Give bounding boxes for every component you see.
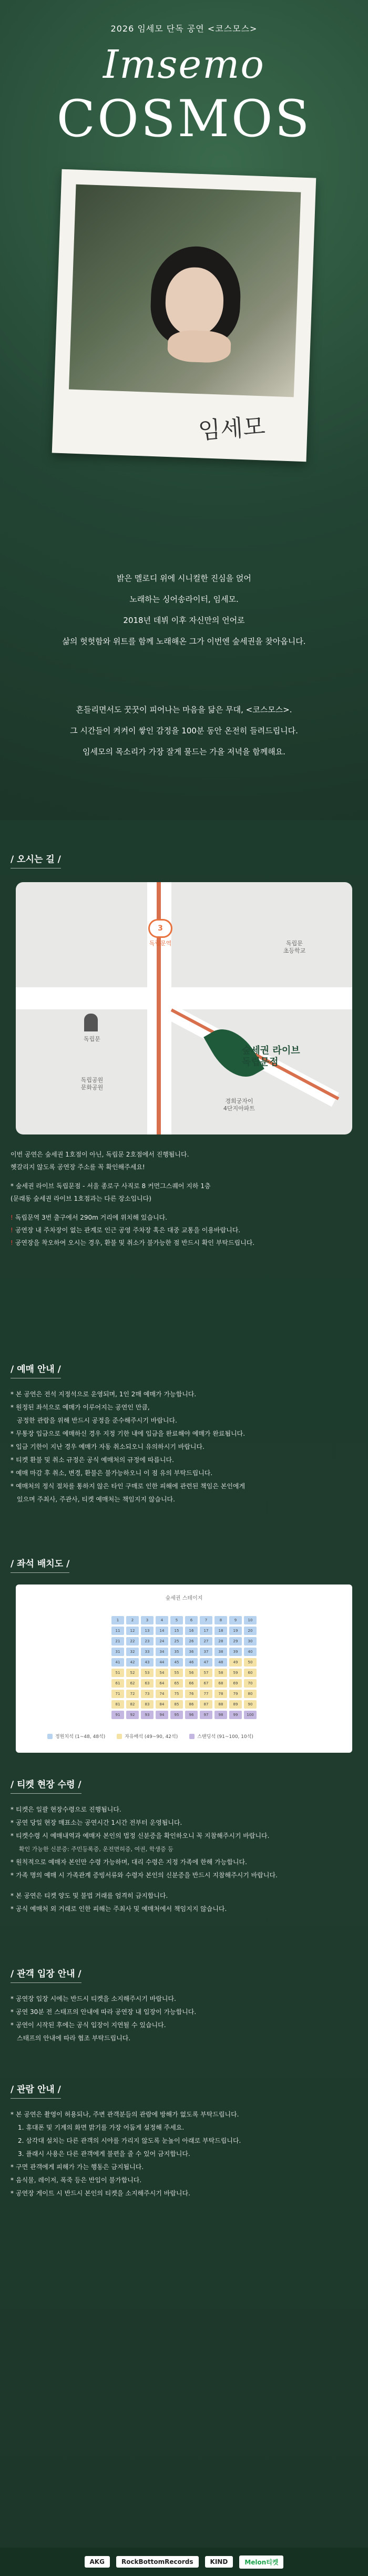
- seat-row: [39, 1637, 329, 1645]
- intro-line: 삶의 헛헛함와 위트를 함께 노래해온 그가 이번엔 숲세권을 찾아옵니다.: [62, 637, 306, 646]
- seat: 34: [156, 1648, 168, 1656]
- seat: 67: [200, 1679, 212, 1688]
- seat: 39: [229, 1648, 242, 1656]
- station-label: 독립문역: [149, 940, 172, 947]
- seat: 62: [126, 1679, 139, 1688]
- seat: 33: [141, 1648, 154, 1656]
- seat: 74: [156, 1690, 168, 1698]
- directions-notes: 이번 공연은 숲세권 1호점이 아닌, 독립문 2호점에서 진행됩니다. 헷갈리지 않도록 공연장 주소를 꼭 확인해주세요! * 숲세권 라이브 독립문점 - 서울 종로구 사직로 8 커먼그스퀘어 지하 1층 (문래동 숲세권 라이브 1호점과는 다른 장소입니다) ! 독립문역 3번 출구에서 290m 거리에 위치해 있습니다. ! 공연장 내 주차장이 없는 관계로 인근 공영 주차장 혹은 대중 교통을 이용바랍니다. ! 공연장을 착오하여 오시는 경우, 환불 및 취소가 불가능한 점 반드시 확인 부탁드립니다.: [11, 1151, 255, 1246]
- seat: 46: [185, 1658, 198, 1667]
- seat: 70: [244, 1679, 257, 1688]
- seat: 59: [229, 1669, 242, 1677]
- concert-title: COSMOS: [56, 89, 312, 148]
- intro-line: 흔들리면서도 꿋꿋이 피어나는 마음을 닮은 무대, <코스모스>.: [76, 705, 292, 714]
- seat: 44: [156, 1658, 168, 1667]
- seat: 12: [126, 1627, 139, 1635]
- seat: 56: [185, 1669, 198, 1677]
- admission-section: [0, 1966, 368, 2045]
- seating-title: / 좌석 배치도 /: [11, 1556, 69, 1573]
- sponsor-logo: Melon티켓: [239, 2555, 283, 2569]
- intro-paragraph-2: [0, 699, 368, 762]
- seat-grid: [39, 1616, 329, 1721]
- seat: 81: [111, 1700, 124, 1709]
- seat: 49: [229, 1658, 242, 1667]
- seat: 93: [141, 1711, 154, 1719]
- intro-line: 노래하는 싱어송라이터, 임세모.: [129, 595, 239, 604]
- seat: 28: [214, 1637, 227, 1645]
- seat-row: [39, 1669, 329, 1677]
- seat-row: [39, 1711, 329, 1719]
- seat: 65: [170, 1679, 183, 1688]
- seat: 22: [126, 1637, 139, 1645]
- sponsor-footer: [0, 2548, 368, 2576]
- intro-line: 2018년 데뷔 이후 자신만의 언어로: [123, 616, 245, 625]
- seat: 4: [156, 1616, 168, 1624]
- polaroid-photo-frame: [52, 169, 316, 462]
- station-marker-icon: 3: [148, 919, 172, 938]
- seat: 50: [244, 1658, 257, 1667]
- seat: 24: [156, 1637, 168, 1645]
- seat: 98: [214, 1711, 227, 1719]
- intro-line: 그 시간들이 켜켜이 쌓인 감정을 100분 동안 온전히 들려드립니다.: [70, 726, 298, 735]
- artist-signature: 임세모: [197, 413, 267, 445]
- seat: 14: [156, 1627, 168, 1635]
- seat: 15: [170, 1627, 183, 1635]
- seat: 11: [111, 1627, 124, 1635]
- seat: 99: [229, 1711, 242, 1719]
- seat: 25: [170, 1637, 183, 1645]
- seat: 6: [185, 1616, 198, 1624]
- seat-row: [39, 1648, 329, 1656]
- venue-label: 숲세권 라이브 독립문점: [242, 1045, 300, 1068]
- seat: 82: [126, 1700, 139, 1709]
- seat: 61: [111, 1679, 124, 1688]
- seat: 55: [170, 1669, 183, 1677]
- reservation-list: * 본 공연은 전석 지정석으로 운영되며, 1인 2매 예매가 가능합니다. * 원정된 좌석으로 예매가 이루어지는 공연인 만큼, 공정한 관람을 위해 반드시 공정을 준수해주시기 바랍니다. * 무통장 입금으로 예매하신 경우 지정 기한 내에 입금을 완료해야 예매가 완료됩니다. * 입금 기한이 지난 경우 예매가 자동 취소되오니 유의하시기 바랍니다. * 티켓 환불 및 취소 규정은 공식 예매처의 규정에 따릅니다. * 예매 마감 후 취소, 변경, 환불은 불가능하오니 이 점 유의 부탁드립니다. * 예매처의 정식 절차를 통하지 않은 타인 구매로 인한 피해에 관련된 책임은 본인에게 있으며 주최사, 주관사, 티켓 예매처는 책임지지 않습니다.: [11, 1391, 246, 1503]
- stage-label: 숲세권 스테이지: [165, 1596, 203, 1601]
- seat: 72: [126, 1690, 139, 1698]
- apartment-label: 경희궁자이 4단지아파트: [223, 1098, 255, 1112]
- seat: 78: [214, 1690, 227, 1698]
- seat: 45: [170, 1658, 183, 1667]
- legend-item: 자유배석 (49~90, 42석): [117, 1733, 178, 1740]
- ticket-section: [0, 1777, 368, 1916]
- seat: 32: [126, 1648, 139, 1656]
- reservation-section: [0, 1362, 368, 1506]
- seat: 89: [229, 1700, 242, 1709]
- seat: 95: [170, 1711, 183, 1719]
- seat-row: [39, 1679, 329, 1688]
- seat: 41: [111, 1658, 124, 1667]
- seat: 85: [170, 1700, 183, 1709]
- seat: 42: [126, 1658, 139, 1667]
- seat: 73: [141, 1690, 154, 1698]
- seat-row: [39, 1658, 329, 1667]
- seat: 18: [214, 1627, 227, 1635]
- seat: 21: [111, 1637, 124, 1645]
- seat: 66: [185, 1679, 198, 1688]
- reservation-title: / 예매 안내 /: [11, 1362, 61, 1378]
- seat: 57: [200, 1669, 212, 1677]
- seat: 53: [141, 1669, 154, 1677]
- park-label: 독립문: [84, 1036, 100, 1042]
- seat: 90: [244, 1700, 257, 1709]
- seat: 13: [141, 1627, 154, 1635]
- location-map[interactable]: [16, 882, 352, 1134]
- seat: 58: [214, 1669, 227, 1677]
- seat-row: [39, 1690, 329, 1698]
- seat: 1: [111, 1616, 124, 1624]
- seat: 52: [126, 1669, 139, 1677]
- culture-park-label: 독립공원 문화공원: [80, 1077, 104, 1091]
- gate-icon: [84, 1014, 98, 1031]
- seat: 94: [156, 1711, 168, 1719]
- seat: 64: [156, 1679, 168, 1688]
- artist-photo: [69, 185, 301, 397]
- seat: 5: [170, 1616, 183, 1624]
- seat: 60: [244, 1669, 257, 1677]
- seat: 84: [156, 1700, 168, 1709]
- warning-icon: !: [11, 1239, 13, 1246]
- seat: 40: [244, 1648, 257, 1656]
- seat: 7: [200, 1616, 212, 1624]
- seat: 37: [200, 1648, 212, 1656]
- legend-item: 스탠딩석 (91~100, 10석): [189, 1733, 253, 1740]
- hero-section: [0, 0, 368, 820]
- warning-icon: !: [11, 1214, 13, 1221]
- seating-section: [0, 1556, 368, 1753]
- sponsor-logo: KIND: [205, 2556, 233, 2568]
- viewing-section: [0, 2082, 368, 2200]
- sponsor-logo: RockBottomRecords: [116, 2556, 199, 2568]
- seat: 97: [200, 1711, 212, 1719]
- seat: 17: [200, 1627, 212, 1635]
- seat: 43: [141, 1658, 154, 1667]
- seat: 76: [185, 1690, 198, 1698]
- concert-subtitle: 2026 임세모 단독 공연 <코스모스>: [110, 24, 258, 34]
- viewing-list: * 본 공연은 촬영이 허용되나, 주변 관객분들의 관람에 방해가 없도록 부탁드립니다. 1. 휴대폰 및 기계의 화면 밝기를 가장 어둡게 설정해 주세요. 2. 삼각대 설치는 다른 관객의 시야를 가리지 않도록 눈높이 아래로 부탁드립니다. 3. 플래시 사용은 다른 관객에게 불편을 줄 수 있어 금지합니다. * 구면 관객에게 피해가 가는 행동은 금지됩니다. * 음식물, 레이저, 폭죽 등은 반입이 불가합니다. * 공연장 게이트 시 반드시 본인의 티켓을 소지해주시기 바랍니다.: [11, 2111, 241, 2197]
- seating-chart: [16, 1585, 352, 1753]
- viewing-title: / 관람 안내 /: [11, 2082, 61, 2099]
- directions-section: [0, 852, 368, 1249]
- seat: 19: [229, 1627, 242, 1635]
- seat: 77: [200, 1690, 212, 1698]
- seat: 26: [185, 1637, 198, 1645]
- seat: 68: [214, 1679, 227, 1688]
- seat: 8: [214, 1616, 227, 1624]
- seat: 16: [185, 1627, 198, 1635]
- seat-row: [39, 1616, 329, 1624]
- seat: 47: [200, 1658, 212, 1667]
- seat: 63: [141, 1679, 154, 1688]
- seat: 3: [141, 1616, 154, 1624]
- seat: 92: [126, 1711, 139, 1719]
- seat: 83: [141, 1700, 154, 1709]
- seat: 86: [185, 1700, 198, 1709]
- seat: 69: [229, 1679, 242, 1688]
- school-label: 독립문 초등학교: [283, 940, 306, 954]
- seat: 79: [229, 1690, 242, 1698]
- directions-title: / 오시는 길 /: [11, 852, 61, 868]
- warning-icon: !: [11, 1226, 13, 1234]
- seat: 10: [244, 1616, 257, 1624]
- seat: 54: [156, 1669, 168, 1677]
- intro-line: 밝은 멜로디 위에 시니컬한 진심을 얹어: [117, 574, 251, 583]
- seat: 71: [111, 1690, 124, 1698]
- seat-row: [39, 1700, 329, 1709]
- seat: 30: [244, 1637, 257, 1645]
- seat-legend: [47, 1733, 265, 1740]
- intro-line: 임세모의 목소리가 가장 잘게 물드는 가을 저녁을 함께해요.: [83, 747, 285, 757]
- seat: 27: [200, 1637, 212, 1645]
- seat: 87: [200, 1700, 212, 1709]
- admission-list: * 공연장 입장 시에는 반드시 티켓을 소지해주시기 바랍니다. * 공연 30분 전 스태프의 안내에 따라 공연장 내 입장이 가능합니다. * 공연이 시작된 후에는 공식 입장이 지연될 수 있습니다. 스태프의 안내에 따라 협조 부탁드립니다.: [11, 1995, 197, 2042]
- seat: 9: [229, 1616, 242, 1624]
- seat: 88: [214, 1700, 227, 1709]
- seat: 75: [170, 1690, 183, 1698]
- seat: 51: [111, 1669, 124, 1677]
- seat: 31: [111, 1648, 124, 1656]
- seat: 20: [244, 1627, 257, 1635]
- seat: 91: [111, 1711, 124, 1719]
- legend-item: 정원치석 (1~48, 48석): [47, 1733, 105, 1740]
- sponsor-logo: AKG: [85, 2556, 110, 2568]
- seat: 38: [214, 1648, 227, 1656]
- seat: 96: [185, 1711, 198, 1719]
- seat: 23: [141, 1637, 154, 1645]
- seat: 36: [185, 1648, 198, 1656]
- ticket-title: / 티켓 현장 수령 /: [11, 1777, 81, 1794]
- ticket-list: * 티켓은 일괄 현장수령으로 진행됩니다. * 공연 당일 현장 매표소는 공연시간 1시간 전부터 운영됩니다. * 티켓수령 시 예매내역과 예매자 본인의 법정 신분증을 확인하오니 꼭 지참해주시기 바랍니다. 확인 가능한 신분증: 주민등록증, 운전면허증, 여권, 학생증 등 * 원칙적으로 예매자 본인만 수령 가능하며, 대리 수령은 지정 가족에 한해 가능합니다. * 가족 명의 예매 시 가족관계 증빙서류와 수령자 본인의 신분증을 반드시 지참해주시기 바랍니다. * 본 공연은 티켓 양도 및 불법 거래를 엄격히 금지합니다. * 공식 예매처 외 거래로 인한 피해는 주최사 및 예매처에서 책임지지 않습니다.: [11, 1806, 278, 1913]
- seat: 80: [244, 1690, 257, 1698]
- artist-script-title: Imsemo: [103, 42, 265, 87]
- seat: 100: [244, 1711, 257, 1719]
- seat: 48: [214, 1658, 227, 1667]
- intro-paragraph-1: [0, 568, 368, 652]
- seat: 35: [170, 1648, 183, 1656]
- seat: 2: [126, 1616, 139, 1624]
- admission-title: / 관객 입장 안내 /: [11, 1966, 81, 1983]
- seat-row: [39, 1627, 329, 1635]
- seat: 29: [229, 1637, 242, 1645]
